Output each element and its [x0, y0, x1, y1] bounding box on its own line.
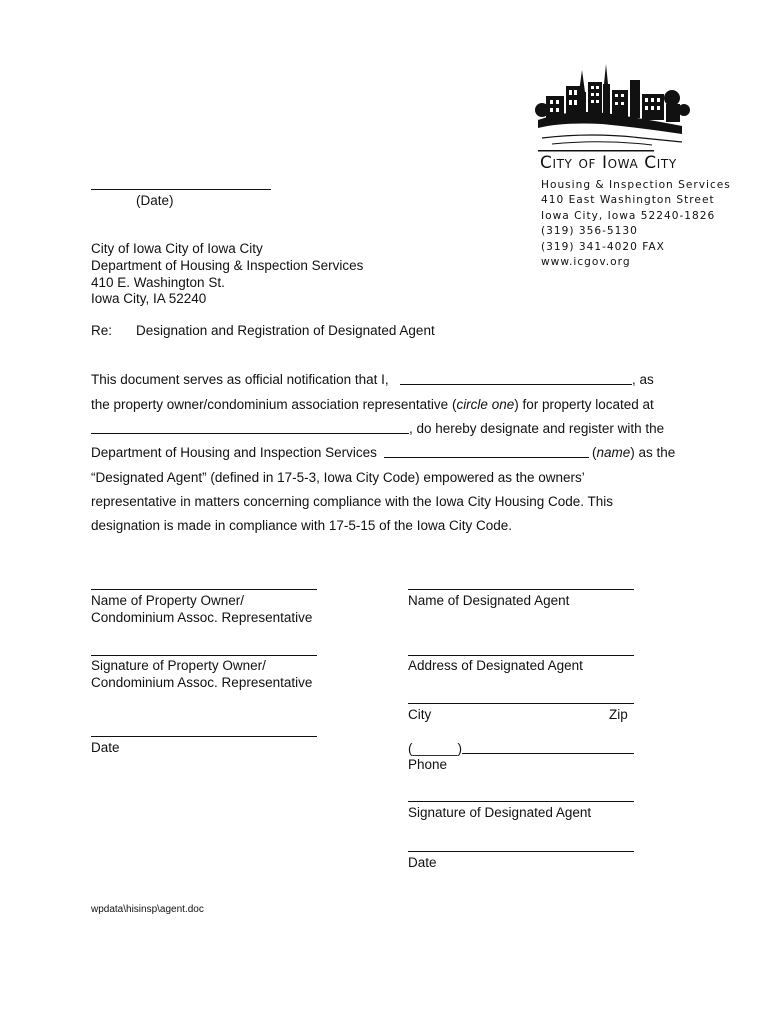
logo-line: (319) 356-5130: [541, 225, 638, 238]
body-line-3: , do hereby designate and register with the: [409, 421, 665, 436]
body-line-2a: the property owner/condominium association representative (: [91, 397, 457, 412]
body-line-6: representative in matters concerning compliance with the Iowa City Housing Code. This: [91, 494, 614, 509]
re-subject: Designation and Registration of Designated Agent: [136, 323, 435, 338]
date-blank-line[interactable]: [91, 189, 271, 190]
logo-line: 410 East Washington Street: [541, 194, 715, 207]
phone-label: Phone: [408, 757, 448, 772]
owner-name-line[interactable]: [91, 589, 317, 590]
phone-area-code: (______): [408, 741, 463, 756]
city-skyline-logo: [532, 62, 692, 154]
owner-signature-label: [91, 658, 312, 692]
body-line-4b: [592, 445, 675, 460]
owner-signature-line[interactable]: [91, 655, 317, 656]
address-line: City of Iowa City of Iowa City: [91, 241, 263, 256]
logo-line: (319) 341-4020 FAX: [541, 240, 665, 253]
property-address-blank[interactable]: [91, 433, 409, 434]
owner-name-blank[interactable]: [400, 384, 632, 385]
agent-name-line[interactable]: [408, 589, 634, 590]
body-line-2b: ) for property located at: [514, 397, 654, 412]
footer-file-path: wpdata\hisinsp\agent.doc: [91, 904, 204, 915]
agent-address-label: Address of Designated Agent: [408, 658, 583, 673]
re-label: Re:: [91, 323, 113, 338]
paren-open: (: [592, 445, 597, 460]
logo-line: Housing & Inspection Services: [541, 179, 731, 191]
agent-date-line[interactable]: [408, 851, 634, 852]
zip-label: Zip: [609, 707, 628, 722]
logo-line: Iowa City, Iowa 52240-1826: [541, 209, 716, 222]
owner-name-label-line: Name of Property Owner/: [91, 593, 245, 608]
recipient-address: [91, 241, 363, 308]
address-line: 410 E. Washington St.: [91, 274, 225, 290]
body-line-2: [91, 397, 654, 412]
owner-signature-label-line: Condominium Assoc. Representative: [91, 674, 313, 690]
agent-name-label: Name of Designated Agent: [408, 593, 570, 608]
circle-one-hint: circle one: [456, 397, 515, 412]
date-label: (Date): [136, 193, 174, 208]
owner-date-label: Date: [91, 740, 120, 755]
agent-signature-label: Signature of Designated Agent: [408, 805, 592, 820]
agent-signature-line[interactable]: [408, 801, 634, 802]
body-line-7: designation is made in compliance with 17-5-15 of the Iowa City Code.: [91, 518, 512, 533]
name-hint: name: [596, 445, 631, 460]
body-line-4c: ) as the: [630, 445, 676, 460]
owner-date-line[interactable]: [91, 736, 317, 737]
agent-date-label: Date: [408, 855, 437, 870]
city-label: City: [408, 707, 432, 722]
address-line: Department of Housing & Inspection Services: [91, 257, 364, 273]
owner-name-label: [91, 593, 312, 627]
owner-name-label-line: Condominium Assoc. Representative: [91, 609, 313, 625]
agent-address-line[interactable]: [408, 655, 634, 656]
body-line-1b: , as: [632, 372, 654, 387]
body-line-4a: Department of Housing and Inspection Services: [91, 445, 377, 460]
logo-line: www.icgov.org: [541, 256, 631, 269]
city-zip-line[interactable]: [408, 703, 634, 704]
body-line-1a: This document serves as official notification that I,: [91, 372, 389, 387]
logo-city-name: City of Iowa City: [540, 153, 677, 173]
body-line-5: “Designated Agent” (defined in 17-5-3, Iowa City Code) empowered as the owners’: [91, 470, 585, 485]
phone-line[interactable]: [462, 753, 634, 754]
logo-contact-block: [541, 178, 731, 270]
address-line: Iowa City, IA 52240: [91, 291, 207, 307]
agent-name-blank[interactable]: [384, 457, 589, 458]
owner-signature-label-line: Signature of Property Owner/: [91, 658, 266, 673]
